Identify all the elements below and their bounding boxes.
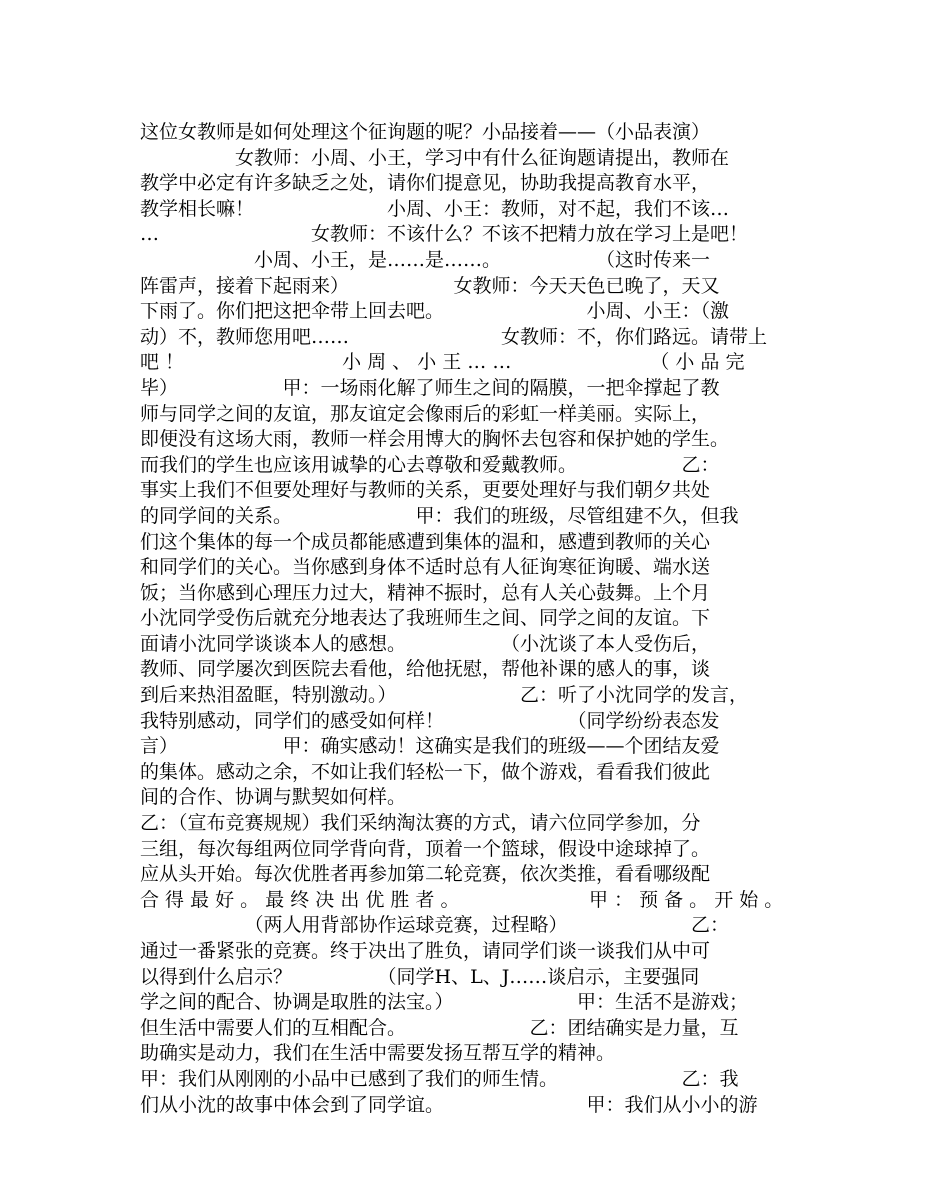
text-line-4: 教学相长嘛！ 小周、小王：教师，对不起，我们不该… — [140, 197, 730, 220]
text-line-31: 合 得 最 好 。 最 终 决 出 优 胜 者 。 甲 ： 预 备 。 开 始 。 — [140, 888, 784, 911]
text-line-16: 的同学间的关系。 甲：我们的班级，尽管组建不久，但我 — [140, 504, 739, 527]
text-line-10: 吧 ！ 小 周 、 小 王 … … （ 小 品 完 — [140, 351, 745, 374]
text-line-32: （两人用背部协作运球竞赛，过程略） 乙： — [140, 914, 730, 937]
text-line-3: 教学中必定有许多缺乏之处，请你们提意见，协助我提高教育水平， — [140, 172, 711, 195]
text-line-22: 教师、同学屡次到医院去看他，给他抚慰，帮他补课的感人的事，谈 — [140, 658, 711, 681]
text-line-33: 通过一番紧张的竞赛。终于决出了胜负，请同学们谈一谈我们从中可 — [140, 940, 711, 962]
text-line-11: 毕） 甲：一场雨化解了师生之间的隔膜，一把伞撑起了教 — [140, 376, 720, 399]
text-line-5: … 女教师：不该什么？不该不把精力放在学习上是吧！ — [140, 223, 749, 246]
text-line-37: 助确实是动力，我们在生活中需要发扬互帮互学的精神。 — [140, 1042, 616, 1065]
text-line-6: 小周、小王，是……是……。 （这时传来一 — [140, 248, 711, 271]
document-body — [140, 120, 823, 1118]
text-line-18: 和同学们的关心。当你感到身体不适时总有人征询寒征询暖、端水送 — [140, 556, 711, 579]
text-line-29: 三组，每次每组两位同学背向背，顶着一个篮球，假设中途球掉了。 — [140, 837, 711, 860]
text-line-34: 以得到什么启示？ （同学H、L、J……谈启示，主要强同 — [140, 965, 700, 988]
text-line-27: 间的合作、协调与默契如何样。 — [140, 786, 407, 809]
text-line-15: 事实上我们不但要处理好与教师的关系，更要处理好与我们朝夕共处 — [140, 479, 711, 502]
text-line-20: 小沈同学受伤后就充分地表达了我班师生之间、同学之间的友谊。下 — [140, 607, 711, 630]
text-line-7: 阵雷声，接着下起雨来） 女教师：今天天色已晚了，天又 — [140, 274, 720, 297]
text-line-36: 但生活中需要人们的互相配合。 乙：团结确实是力量，互 — [140, 1016, 739, 1039]
text-line-9: 动）不，教师您用吧…… 女教师：不，你们路远。请带上 — [140, 325, 768, 348]
text-line-13: 即便没有这场大雨，教师一样会用博大的胸怀去包容和保护她的学生。 — [140, 428, 730, 451]
text-line-14: 而我们的学生也应该用诚挚的心去尊敬和爱戴教师。 乙： — [140, 453, 720, 476]
text-line-8: 下雨了。你们把这把伞带上回去吧。 小周、小王：（激 — [140, 300, 730, 323]
text-line-24: 我特别感动，同学们的感受如何样！ （同学纷纷表态发 — [140, 709, 720, 732]
text-line-26: 的集体。感动之余，不如让我们轻松一下，做个游戏，看看我们彼此 — [140, 760, 711, 783]
text-line-35: 学之间的配合、协调是取胜的法宝。） 甲：生活不是游戏； — [140, 991, 749, 1014]
text-line-23: 到后来热泪盈眶，特别激动。） 乙：听了小沈同学的发言， — [140, 684, 749, 707]
text-line-1: 这位女教师是如何处理这个征询题的呢？小品接着——（小品表演） — [140, 121, 711, 143]
text-line-19: 饭；当你感到心理压力过大，精神不振时，总有人关心鼓舞。上个月 — [140, 581, 711, 604]
text-line-28: 乙：（宣布竞赛规规）我们采纳淘汰赛的方式，请六位同学参加，分 — [140, 812, 701, 835]
text-line-38: 甲：我们从刚刚的小品中已感到了我们的师生情。 乙：我 — [140, 1067, 739, 1090]
text-line-12: 师与同学之间的友谊，那友谊定会像雨后的彩虹一样美丽。实际上， — [140, 402, 711, 425]
text-line-30: 应从头开始。每次优胜者再参加第二轮竞赛，依次类推，看看哪级配 — [140, 863, 711, 886]
text-line-2: 女教师：小周、小王，学习中有什么征询题请提出，教师在 — [140, 146, 730, 169]
text-line-39: 们从小沈的故事中体会到了同学谊。 甲：我们从小小的游 — [140, 1093, 758, 1116]
text-line-17: 们这个集体的每一个成员都能感遭到集体的温和，感遭到教师的关心 — [140, 530, 711, 553]
text-line-21: 面请小沈同学谈谈本人的感想。 （小沈谈了本人受伤后， — [140, 632, 711, 655]
text-line-25: 言） 甲：确实感动！这确实是我们的班级——个团结友爱 — [140, 735, 720, 758]
